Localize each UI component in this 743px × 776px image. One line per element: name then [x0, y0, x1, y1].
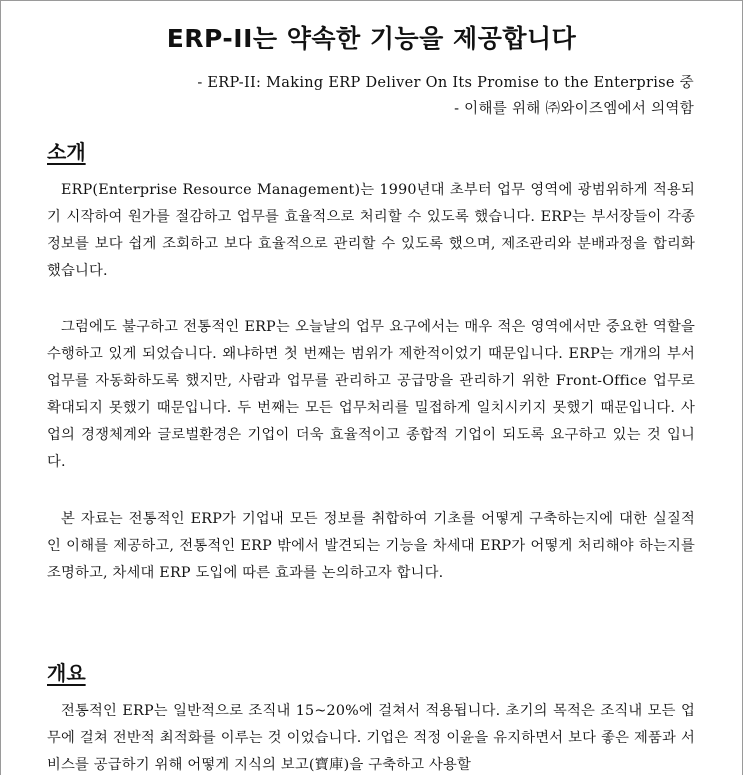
intro-paragraph-3: 본 자료는 전통적인 ERP가 기업내 모든 정보를 취합하여 기초를 어떻게 구축하는지에 대한 실질적인 이해를 제공하고, 전통적인 ERP 밖에서 발견되는 기능을 차세대 ERP가 어떻게 처리해야 하는지를 조명하고, 차세대 ERP 도입에 따른 효과를 논의하고자 합니다.: [47, 511, 695, 581]
overview-paragraph-1: 전통적인 ERP는 일반적으로 조직내 15~20%에 걸쳐서 적용됩니다. 초기의 목적은 조직내 모든 업무에 걸쳐 전반적 최적화를 이루는 것 이었습니다. 기업은 적정 이윤을 유지하면서 보다 좋은 제품과 서비스를 공급하기 위해 어떻게 지식의 보고(寶庫)을 구축하고 사용할: [47, 703, 695, 773]
document-title: ERP-II는 약속한 기능을 제공합니다: [166, 24, 577, 53]
source-subtitle: - ERP-II: Making ERP Deliver On Its Promise to the Enterprise 중: [197, 75, 694, 91]
section-heading-overview: 개요: [47, 661, 86, 685]
intro-paragraph-2: 그럼에도 불구하고 전통적인 ERP는 오늘날의 업무 요구에서는 매우 적은 영역에서만 중요한 역할을 수행하고 있게 되었습니다. 왜냐하면 첫 번째는 범위가 제한적이었기 때문입니다. ERP는 개개의 부서업무를 자동화하도록 했지만, 사람과 업무를 관리하고 공급망을 관리하기 위한 Front-Office 업무로 확대되지 못했기 때문입니다. 두 번째는 모든 업무처리를 밀접하게 일치시키지 못했기 때문입니다. 사업의 경쟁체계와 글로벌환경은 기업이 더욱 효율적이고 종합적 기업이 되도록 요구하고 있는 것 입니다.: [47, 319, 695, 470]
translator-note: - 이해를 위해 ㈜와이즈엠에서 의역함: [454, 101, 694, 117]
section-heading-intro: 소개: [47, 140, 86, 164]
intro-paragraph-1: ERP(Enterprise Resource Management)는 1990년대 초부터 업무 영역에 광범위하게 적용되기 시작하여 원가를 절감하고 업무를 효율적으로 처리할 수 있도록 했습니다. ERP는 부서장들이 각종 정보를 보다 쉽게 조회하고 보다 효율적으로 관리할 수 있도록 했으며, 제조관리와 분배과정을 합리화 했습니다.: [47, 182, 695, 279]
